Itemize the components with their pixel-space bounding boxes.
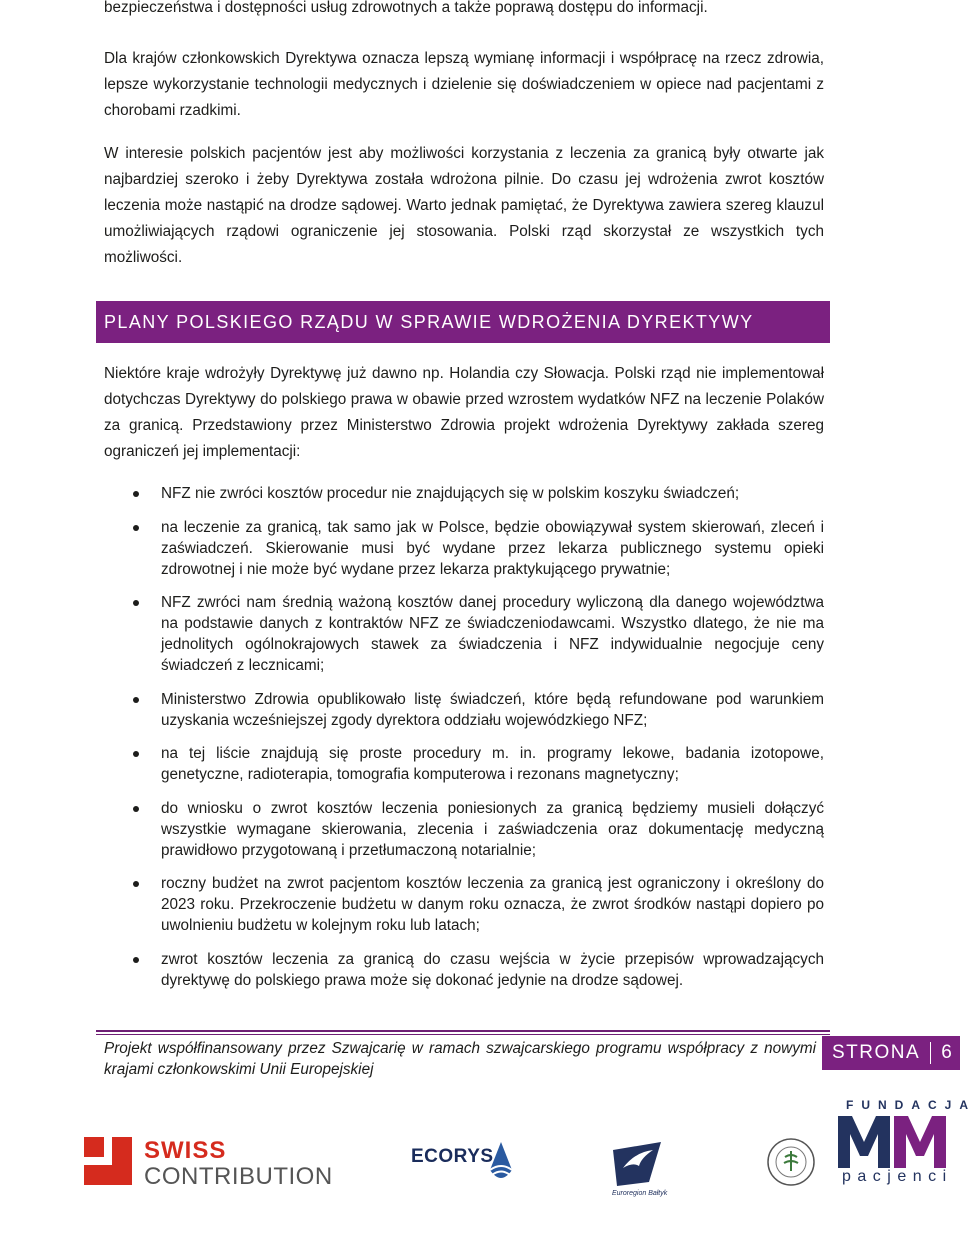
list-item: na tej liście znajdują się proste procedury m. in. programy lekowe, badania izotopowe, genetyczne, radioterapia, tomografia komputerowa i rezonans magnetyczny; (104, 743, 824, 785)
restrictions-list (104, 483, 824, 1003)
euroregion-logo-text: Euroregion Bałtyk (612, 1190, 668, 1197)
list-item: Ministerstwo Zdrowia opublikowało listę świadczeń, które będą refundowane pod warunkiem uzyskania wcześniejszej zgody dyrektora oddziału wojewódzkiego NFZ; (104, 689, 824, 731)
footer-divider-thin (96, 1034, 830, 1035)
bullet-icon (133, 697, 139, 703)
pacjenci-logo-text: pacjenci (842, 1168, 953, 1185)
foundation-seal-icon (766, 1137, 816, 1187)
mm-logo-icon (838, 1116, 948, 1168)
page-label: STRONA (832, 1042, 921, 1063)
bullet-icon (133, 600, 139, 606)
ecorys-drop-icon (486, 1140, 516, 1186)
bullet-icon (133, 806, 139, 812)
bullet-icon (133, 881, 139, 887)
list-item: NFZ nie zwróci kosztów procedur nie znajdujących się w polskim koszyku świadczeń; (104, 483, 824, 504)
footer-divider (96, 1030, 830, 1032)
sponsor-logos (0, 1090, 976, 1233)
bullet-icon (133, 491, 139, 497)
section-heading: PLANY POLSKIEGO RZĄDU W SPRAWIE WDROŻENIA DYREKTYWY (96, 301, 830, 343)
footer-funding-note: Projekt współfinansowany przez Szwajcarię w ramach szwajcarskiego programu współpracy z nowymi krajami członkowskimi Unii Europejskiej (104, 1040, 816, 1078)
paragraph-other-countries: Niektóre kraje wdrożyły Dyrektywę już dawno np. Holandia czy Słowacja. Polski rząd nie implementował dotychczas Dyrektywy do polskiego prawa w obawie przed wzrostem wydatków NFZ na leczenie Polaków za granicą. Przedstawiony przez Ministerstwo Zdrowia projekt wdrożenia Dyrektywy zakłada szereg ograniczeń jej implementacji: (104, 365, 824, 460)
paragraph-member-states: Dla krajów członkowskich Dyrektywa oznacza lepszą wymianę informacji i współpracę na rzecz zdrowia, lepsze wykorzystanie technologii medycznych i dzielenie się doświadczeniem w opiece nad pacjentami z chorobami rzadkimi. (104, 50, 824, 119)
bullet-icon (133, 751, 139, 757)
list-item: na leczenie za granicą, tak samo jak w Polsce, będzie obowiązywał system skierowań, zleceń i zaświadczeń. Skierowanie musi być wydane przez lekarza publicznego systemu opieki zdrowotnej i nie może być wydane przez lekarza praktykującego prywatnie; (104, 517, 824, 580)
contribution-logo-text: CONTRIBUTION (144, 1163, 333, 1190)
list-item: do wniosku o zwrot kosztów leczenia poniesionych za granicą będziemy musieli dołączyć wszystkie wymagane skierowania, zlecenia i zaświadczenia oraz dokumentację medyczną prawidłowo przygotowaną i przetłumaczoną notarialnie; (104, 798, 824, 861)
list-item: roczny budżet na zwrot pacjentom kosztów leczenia za granicą jest ograniczony i określony do 2023 roku. Przekroczenie budżetu w danym roku oznacza, że zwrot środków nastąpi dopiero po uwolnieniu budżetu w kolejnym roku lub latach; (104, 873, 824, 936)
page-number-badge (822, 1036, 960, 1070)
list-item: NFZ zwróci nam średnią ważoną kosztów danej procedury wyliczoną dla danego województwa na podstawie danych z kontraktów NFZ ze świadczeniodawcami. Wszystko dlatego, że nie ma jednolitych ogólnokrajowych stawek za świadczenia i NFZ indywidualnie negocjuje ceny świadczeń z lecznicami; (104, 592, 824, 676)
euroregion-bird-icon (609, 1138, 665, 1190)
list-item: zwrot kosztów leczenia za granicą do czasu wejścia w życie przepisów wprowadzających dyrektywę do polskiego prawa może się dokonać jedynie na drodze sądowej. (104, 949, 824, 991)
bullet-icon (133, 525, 139, 531)
bullet-icon (133, 957, 139, 963)
page-number: 6 (941, 1042, 954, 1063)
paragraph-intro-end: bezpieczeństwa i dostępności usług zdrowotnych a także poprawą dostępu do informacji. (104, 0, 708, 16)
swiss-flag-icon (84, 1137, 132, 1185)
swiss-logo-text: SWISS (144, 1137, 227, 1164)
fundacja-logo-text: FUNDACJA (846, 1098, 976, 1112)
page-separator (930, 1042, 931, 1064)
ecorys-logo-text: ECORYS (411, 1146, 494, 1167)
paragraph-polish-patients: W interesie polskich pacjentów jest aby możliwości korzystania z leczenia za granicą były otwarte jak najbardziej szeroko i żeby Dyrektywa została wdrożona pilnie. Do czasu jej wdrożenia zwrot kosztów leczenia może nastąpić na drodze sądowej. Warto jednak pamiętać, że Dyrektywa zawiera szereg klauzul umożliwiających rządowi ograniczenie jej stosowania. Polski rząd skorzystał ze wszystkich tych możliwości. (104, 145, 824, 266)
